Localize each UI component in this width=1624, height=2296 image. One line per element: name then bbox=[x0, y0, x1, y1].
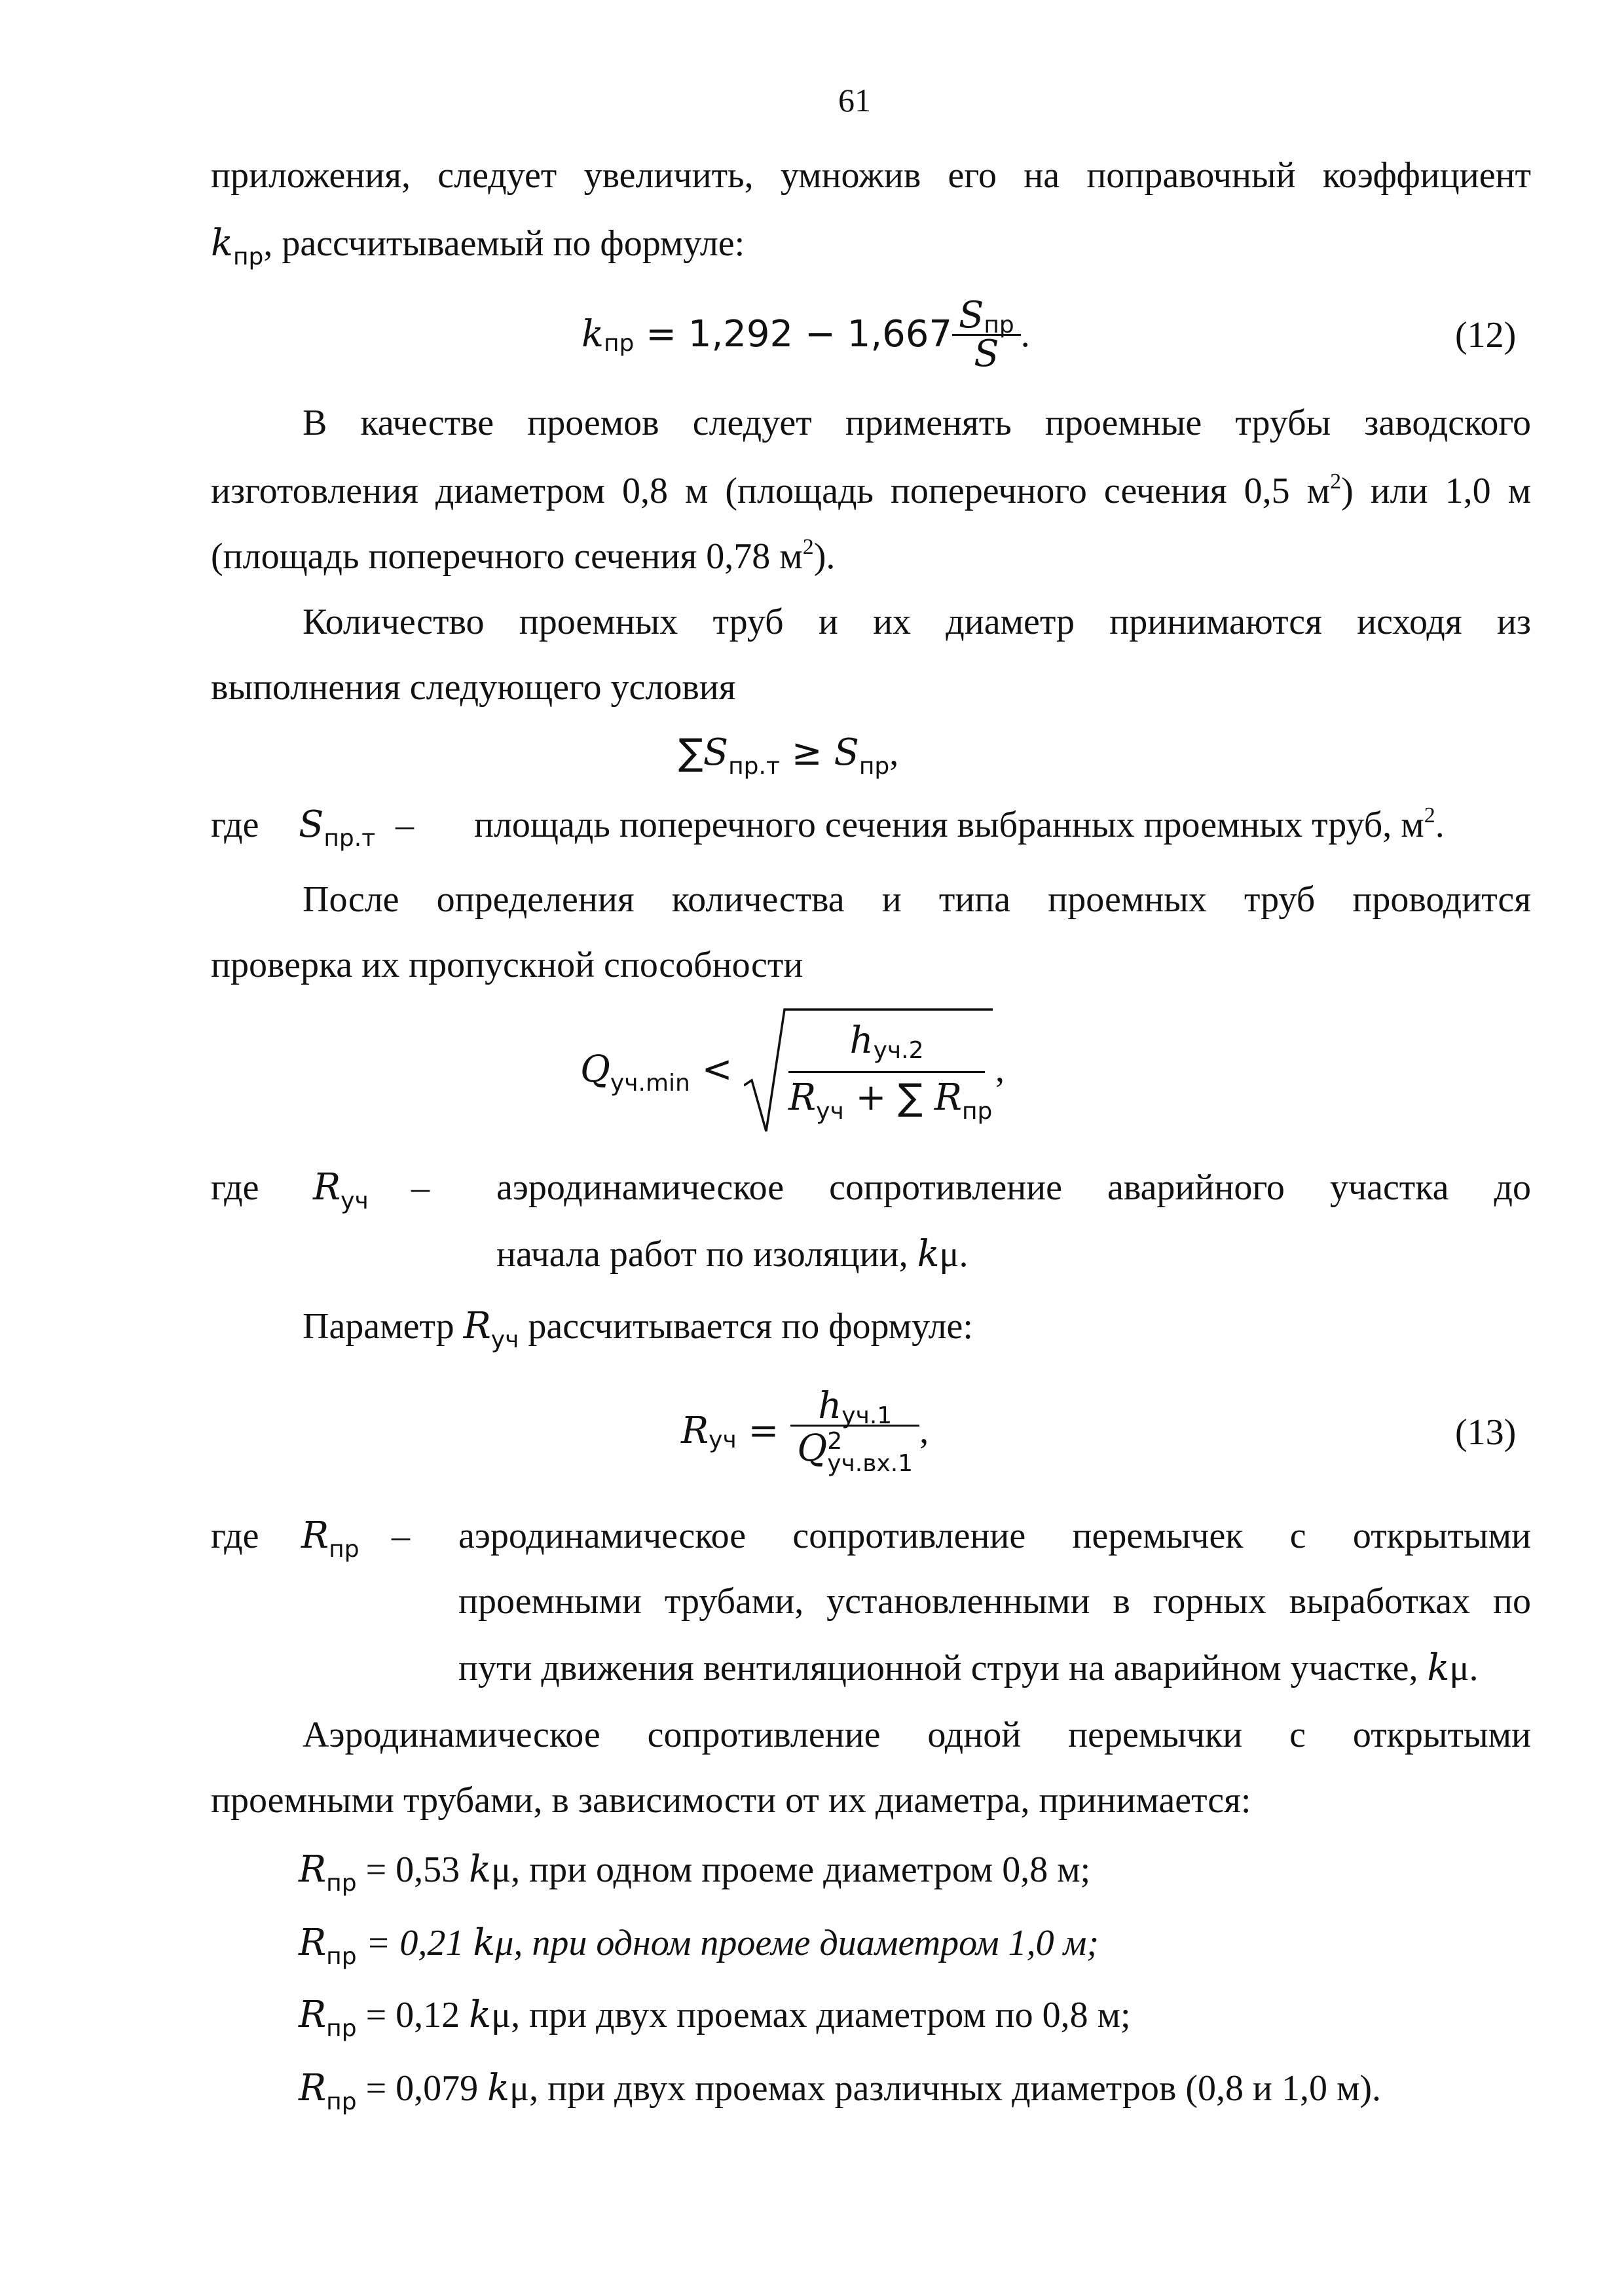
list-item-subscript: пр bbox=[326, 1943, 357, 1970]
ineq-denominator bbox=[788, 1076, 993, 1125]
list-item-value: = 0,12 bbox=[356, 1995, 470, 2035]
list-item-text: μ, при двух проемах различных диаметров (0,8 и 1,0 м). bbox=[509, 2068, 1382, 2109]
def2-sym-sub: уч bbox=[341, 1188, 369, 1214]
sum-symbol: ∑ bbox=[678, 731, 703, 774]
def1-dash: – bbox=[396, 805, 414, 845]
ineq-fraction bbox=[788, 1019, 993, 1125]
cond-s2-sub: пр bbox=[858, 753, 890, 780]
def3-dash: – bbox=[392, 1516, 410, 1556]
k-subscript: пр bbox=[232, 244, 264, 270]
def3-sym-sub: пр bbox=[329, 1536, 360, 1563]
p2-line3-a: (площадь поперечного сечения 0,78 м bbox=[211, 536, 803, 577]
equation-12 bbox=[581, 285, 1030, 384]
def2-dash: – bbox=[411, 1167, 430, 1208]
eq13-lhs: R bbox=[681, 1410, 709, 1452]
p5-text-b: рассчитывается по формуле: bbox=[519, 1306, 973, 1347]
list-item-symbol: R bbox=[299, 1994, 327, 2036]
paragraph-1-line-2-text: , рассчитываемый по формуле: bbox=[263, 223, 745, 264]
eq12-denominator bbox=[952, 334, 1021, 373]
list-item-unit-k: k bbox=[487, 2067, 510, 2109]
cond-s2: S bbox=[834, 731, 859, 774]
p5-sym: R bbox=[463, 1305, 491, 1347]
eq12-fraction bbox=[952, 293, 1021, 375]
eq12-lhs-sub: пр bbox=[603, 330, 635, 357]
def1-where: где bbox=[211, 805, 259, 845]
eq13-fraction bbox=[790, 1384, 919, 1477]
def1-text-b: . bbox=[1435, 805, 1445, 845]
eq12-constant: = 1,292 − 1,667 bbox=[634, 313, 953, 355]
p5-text-a: Параметр bbox=[303, 1306, 464, 1347]
def3-line-3 bbox=[458, 1647, 1479, 1689]
ineq-r1-sub: уч bbox=[816, 1098, 844, 1125]
list-item-value: = 0,53 bbox=[356, 1850, 470, 1890]
def3-symbol bbox=[301, 1514, 360, 1563]
eq13-q-sup: 2 bbox=[827, 1427, 843, 1455]
def3-line-1: аэродинамическое сопротивление перемычек с открытыми bbox=[458, 1516, 1531, 1556]
eq12-numerator bbox=[952, 293, 1021, 338]
ineq-fraction-bar bbox=[788, 1071, 985, 1073]
page-number: 61 bbox=[838, 82, 871, 118]
equation-13-number: (13) bbox=[1455, 1412, 1517, 1453]
def1-sym-sub: пр.т bbox=[323, 825, 376, 852]
eq12-num-sub: пр bbox=[984, 311, 1014, 338]
list-item-value: = 0,21 bbox=[356, 1923, 473, 1963]
list-item-unit-k: k bbox=[469, 1848, 492, 1891]
ineq-h: h bbox=[849, 1019, 874, 1062]
paragraph-2-line-1: В качестве проемов следует применять проемные трубы заводского bbox=[303, 403, 1531, 443]
list-item-unit-k: k bbox=[473, 1922, 496, 1964]
eq13-h-sub: уч.1 bbox=[841, 1402, 893, 1429]
p2-line2-a: изготовления диаметром 0,8 м (площадь поперечного сечения 0,5 м bbox=[211, 471, 1331, 511]
ineq-h-sub: уч.2 bbox=[873, 1037, 924, 1064]
equation-12-number: (12) bbox=[1455, 315, 1517, 355]
p2-line2-b: ) или 1,0 м bbox=[1341, 471, 1532, 511]
def2-unit-mu: μ. bbox=[939, 1234, 969, 1275]
eq12-end: . bbox=[1020, 314, 1030, 355]
cond-end: , bbox=[889, 733, 899, 773]
p5-sym-sub: уч bbox=[490, 1326, 519, 1353]
list-item-text: μ, при двух проемах диаметром по 0,8 м; bbox=[491, 1995, 1131, 2035]
list-item bbox=[299, 1848, 1091, 1897]
def2-symbol bbox=[313, 1166, 369, 1214]
eq13-q-scripts bbox=[827, 1427, 913, 1477]
def1-text-a: площадь поперечного сечения выбранных проемных труб, м bbox=[474, 805, 1424, 845]
paragraph-5 bbox=[303, 1305, 973, 1353]
list-item bbox=[299, 1994, 1131, 2042]
def1-text bbox=[474, 803, 1445, 845]
def2-line2-a: начала работ по изоляции, bbox=[496, 1234, 917, 1275]
ineq-lt: < bbox=[690, 1048, 745, 1091]
cond-s-sub: пр.т bbox=[728, 753, 780, 780]
list-item bbox=[299, 1922, 1099, 1970]
eq13-eq: = bbox=[736, 1410, 791, 1452]
list-item-symbol: R bbox=[299, 1848, 327, 1891]
eq12-num-symbol: S bbox=[959, 293, 984, 337]
ineq-r1: R bbox=[788, 1076, 817, 1119]
def1-sup: 2 bbox=[1424, 803, 1435, 828]
eq13-q-sub: уч.вх.1 bbox=[827, 1449, 913, 1477]
ineq-r2: R bbox=[934, 1076, 962, 1119]
def1-sym: S bbox=[299, 803, 324, 846]
def2-unit-k: k bbox=[917, 1233, 940, 1275]
ineq-q-sub: уч.min bbox=[610, 1070, 690, 1097]
list-item-symbol: R bbox=[299, 2067, 327, 2109]
def3-line-2: проемными трубами, установленными в горных выработках по bbox=[458, 1581, 1531, 1622]
list-item-unit-k: k bbox=[469, 1994, 492, 2036]
list-item-text: μ, при одном проеме диаметром 0,8 м; bbox=[491, 1850, 1091, 1890]
def2-line-2 bbox=[496, 1233, 969, 1275]
eq12-den-symbol: S bbox=[974, 332, 999, 375]
paragraph-6-line-1: Аэродинамическое сопротивление одной перемычки с открытыми bbox=[303, 1715, 1531, 1755]
list-item-value: = 0,079 bbox=[356, 2068, 488, 2109]
def3-unit-k: k bbox=[1427, 1647, 1450, 1689]
ineq-lhs bbox=[580, 1048, 745, 1097]
paragraph-6-line-2: проемными трубами, в зависимости от их диаметра, принимается: bbox=[211, 1780, 1251, 1821]
p2-line3-b: ). bbox=[813, 536, 836, 577]
list-item-subscript: пр bbox=[326, 2088, 357, 2115]
cond-ge: ≥ bbox=[779, 731, 834, 774]
condition-formula bbox=[678, 731, 899, 780]
def3-where: где bbox=[211, 1516, 259, 1556]
list-item-text: μ, при одном проеме диаметром 1,0 м; bbox=[495, 1923, 1099, 1963]
eq13-h: h bbox=[818, 1384, 842, 1427]
ineq-plus-sum: + ∑ bbox=[843, 1076, 934, 1119]
paragraph-4-line-1: После определения количества и типа проемных труб проводится bbox=[303, 879, 1531, 920]
def2-sym: R bbox=[313, 1166, 341, 1209]
paragraph-3-line-1: Количество проемных труб и их диаметр принимаются исходя из bbox=[303, 602, 1531, 642]
ineq-numerator bbox=[788, 1019, 985, 1068]
eq13-numerator bbox=[790, 1384, 919, 1429]
paragraph-1-line-2 bbox=[211, 222, 745, 270]
paragraph-2-line-2 bbox=[211, 469, 1532, 511]
def3-sym: R bbox=[301, 1514, 329, 1557]
paragraph-3-line-2: выполнения следующего условия bbox=[211, 667, 736, 708]
list-item-subscript: пр bbox=[326, 2015, 357, 2042]
def2-where: где bbox=[211, 1167, 259, 1208]
eq13-q: Q bbox=[797, 1427, 828, 1470]
eq13-lhs-sub: уч bbox=[709, 1427, 737, 1453]
ineq-r2-sub: пр bbox=[961, 1098, 993, 1125]
paragraph-2-line-3 bbox=[211, 535, 836, 577]
list-item-symbol: R bbox=[299, 1922, 327, 1964]
def1-symbol bbox=[299, 803, 376, 852]
p2-line3-sup: 2 bbox=[802, 535, 814, 559]
def3-line3-a: пути движения вентиляционной струи на аварийном участке, bbox=[458, 1648, 1428, 1688]
def2-line-1: аэродинамическое сопротивление аварийного участка до bbox=[496, 1167, 1531, 1208]
k-symbol: k bbox=[211, 222, 233, 264]
p2-sup: 2 bbox=[1330, 469, 1342, 494]
cond-s: S bbox=[703, 731, 729, 774]
ineq-q: Q bbox=[580, 1048, 610, 1091]
paragraph-4-line-2: проверка их пропускной способности bbox=[211, 945, 803, 985]
eq13-end: , bbox=[919, 1411, 929, 1451]
paragraph-1-line-1: приложения, следует увеличить, умножив его на поправочный коэффициент bbox=[211, 155, 1531, 196]
def3-unit-mu: μ. bbox=[1449, 1648, 1479, 1688]
list-item bbox=[299, 2067, 1382, 2115]
eq13-denominator bbox=[790, 1425, 919, 1475]
list-item-subscript: пр bbox=[326, 1870, 357, 1897]
equation-13 bbox=[681, 1372, 929, 1490]
ineq-end: , bbox=[995, 1049, 1005, 1090]
eq12-lhs: k bbox=[581, 313, 604, 355]
